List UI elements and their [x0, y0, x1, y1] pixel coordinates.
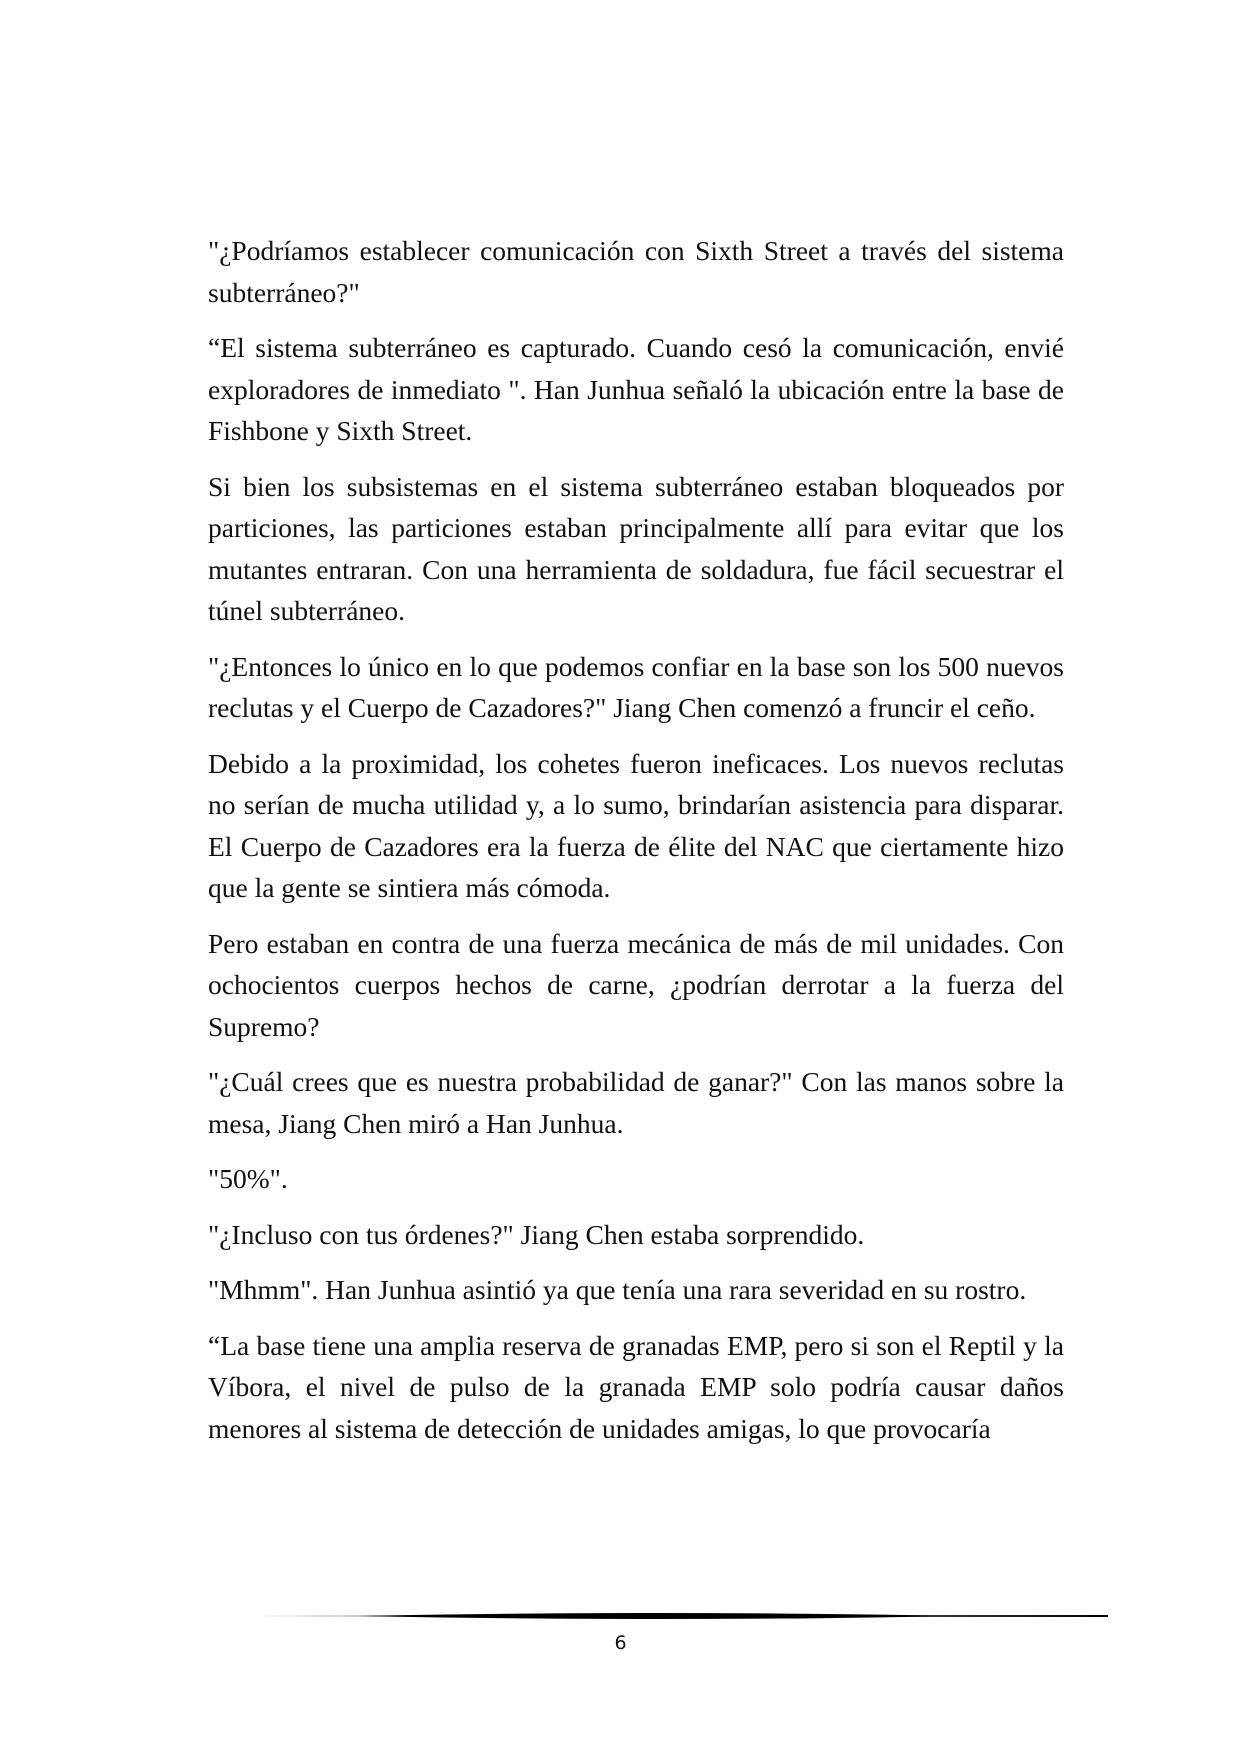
page-number: 6: [614, 1632, 627, 1654]
paragraph: “El sistema subterráneo es capturado. Cuando cesó la comunicación, envié exploradores de inmediato ". Han Junhua señaló la ubicación entre la base de Fishbone y Sixth Street.: [208, 332, 1064, 446]
paragraph: Pero estaban en contra de una fuerza mecánica de más de mil unidades. Con ochocientos cuerpos hechos de carne, ¿podrían derrotar a la fuerza del Supremo?: [208, 927, 1064, 1042]
paragraph: "¿Incluso con tus órdenes?" Jiang Chen estaba sorprendido.: [208, 1218, 865, 1250]
paragraph: Debido a la proximidad, los cohetes fueron ineficaces. Los nuevos reclutas no serían de mucha utilidad y, a lo sumo, brindarían asistencia para disparar. El Cuerpo de Cazadores era la fuerza de élite del NAC que ciertamente hizo que la gente se sintiera más cómoda.: [208, 747, 1064, 903]
paragraph: "50%".: [208, 1163, 288, 1194]
page-body: [208, 230, 1064, 1463]
paragraph: "¿Cuál crees que es nuestra probabilidad de ganar?" Con las manos sobre la mesa, Jiang Chen miró a Han Junhua.: [208, 1066, 1064, 1139]
paragraph: "¿Podríamos establecer comunicación con Sixth Street a través del sistema subterráneo?": [208, 235, 1064, 308]
paragraph: "Mhmm". Han Junhua asintió ya que tenía una rara severidad en su rostro.: [208, 1274, 1027, 1305]
paragraph: Si bien los subsistemas en el sistema subterráneo estaban bloqueados por particiones, las particiones estaban principalmente allí para evitar que los mutantes entraran. Con una herramienta de soldadura, fue fácil secuestrar el túnel subterráneo.: [208, 470, 1064, 626]
footer-divider: [208, 1610, 1108, 1622]
paragraph: "¿Entonces lo único en lo que podemos confiar en la base son los 500 nuevos reclutas y el Cuerpo de Cazadores?" Jiang Chen comenzó a fruncir el ceño.: [208, 650, 1064, 723]
paragraph: “La base tiene una amplia reserva de granadas EMP, pero si son el Reptil y la Víbora, el nivel de pulso de la granada EMP solo podría causar daños menores al sistema de detección de unidades amigas, lo que provocaría: [208, 1329, 1064, 1444]
